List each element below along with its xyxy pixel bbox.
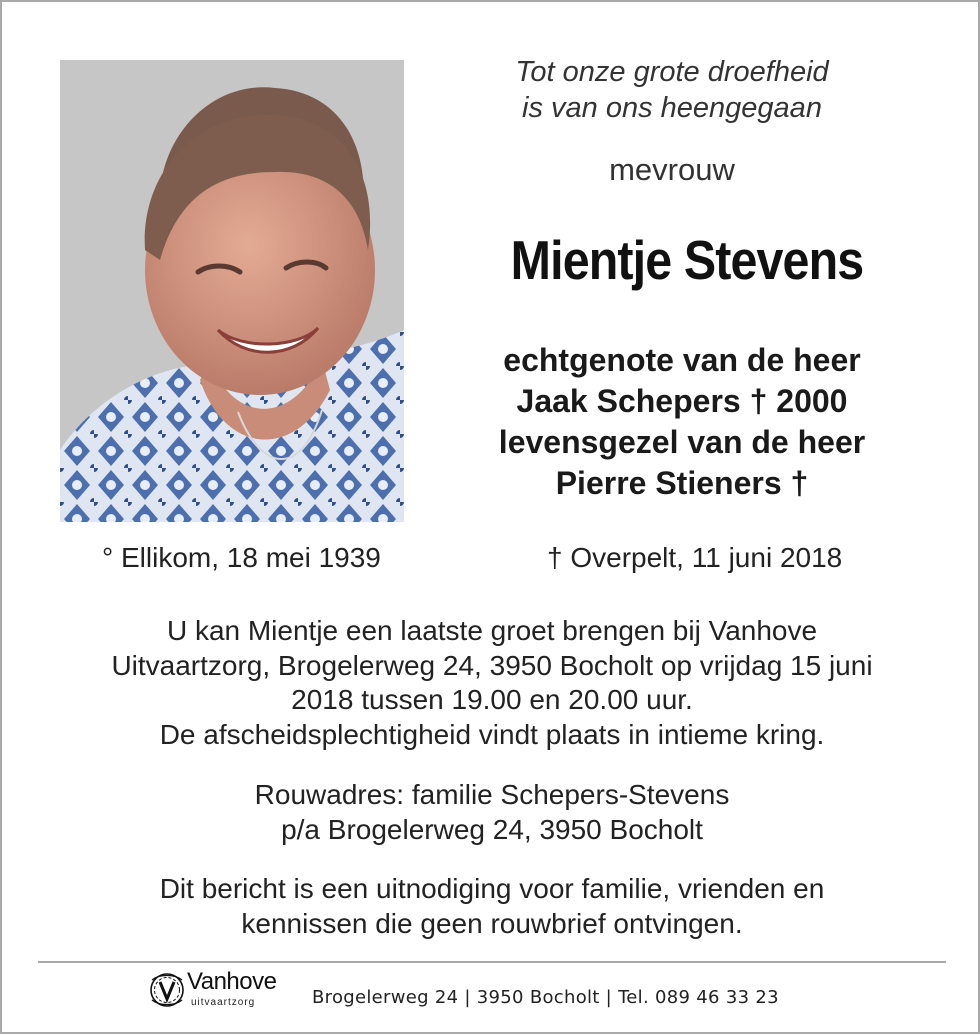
relation-line: Jaak Schepers † 2000 — [516, 383, 848, 419]
deceased-name: Mientje Stevens — [510, 229, 864, 291]
invitation-notice — [42, 872, 942, 941]
logo-subtitle: uitvaartzorg — [191, 997, 256, 1008]
logo-name: Vanhove — [187, 968, 277, 995]
paragraph-line: Dit bericht is een uitnodiging voor familie, vrienden en — [159, 873, 825, 904]
paragraph-line: Rouwadres: familie Schepers-Stevens — [254, 779, 730, 810]
relations-block — [432, 340, 932, 504]
paragraph-line: kennissen die geen rouwbrief ontvingen. — [241, 907, 743, 939]
footer-contact: Brogelerweg 24 | 3950 Bocholt | Tel. 089 46 33 23 — [312, 987, 779, 1008]
birth-info: ° Ellikom, 18 mei 1939 — [102, 542, 381, 573]
portrait-illustration — [60, 60, 404, 522]
death-info: † Overpelt, 11 juni 2018 — [547, 542, 843, 573]
footer-divider — [38, 961, 946, 963]
mourning-address — [42, 778, 942, 847]
relation-line: levensgezel van de heer — [498, 424, 866, 460]
relation-line: Pierre Stieners † — [555, 465, 809, 501]
paragraph-line: U kan Mientje een laatste groet brengen bij Vanhove — [166, 615, 818, 646]
visitation-paragraph — [42, 614, 942, 752]
portrait-photo — [60, 60, 404, 522]
vanhove-emblem-icon — [147, 970, 187, 1010]
paragraph-line: p/a Brogelerweg 24, 3950 Bocholt — [281, 813, 703, 845]
intro-line: Tot onze grote droefheid — [515, 56, 829, 88]
paragraph-line: Uitvaartzorg, Brogelerweg 24, 3950 Bocholt op vrijdag 15 juni — [111, 649, 873, 681]
intro-line: is van ons heengegaan — [522, 92, 822, 124]
honorific: mevrouw — [609, 152, 735, 187]
funeral-home-logo — [145, 966, 315, 1016]
paragraph-line: 2018 tussen 19.00 en 20.00 uur. — [291, 684, 693, 715]
relation-line: echtgenote van de heer — [503, 342, 861, 378]
paragraph-line: De afscheidsplechtigheid vindt plaats in intieme kring. — [159, 718, 825, 750]
intro-text — [442, 54, 902, 126]
